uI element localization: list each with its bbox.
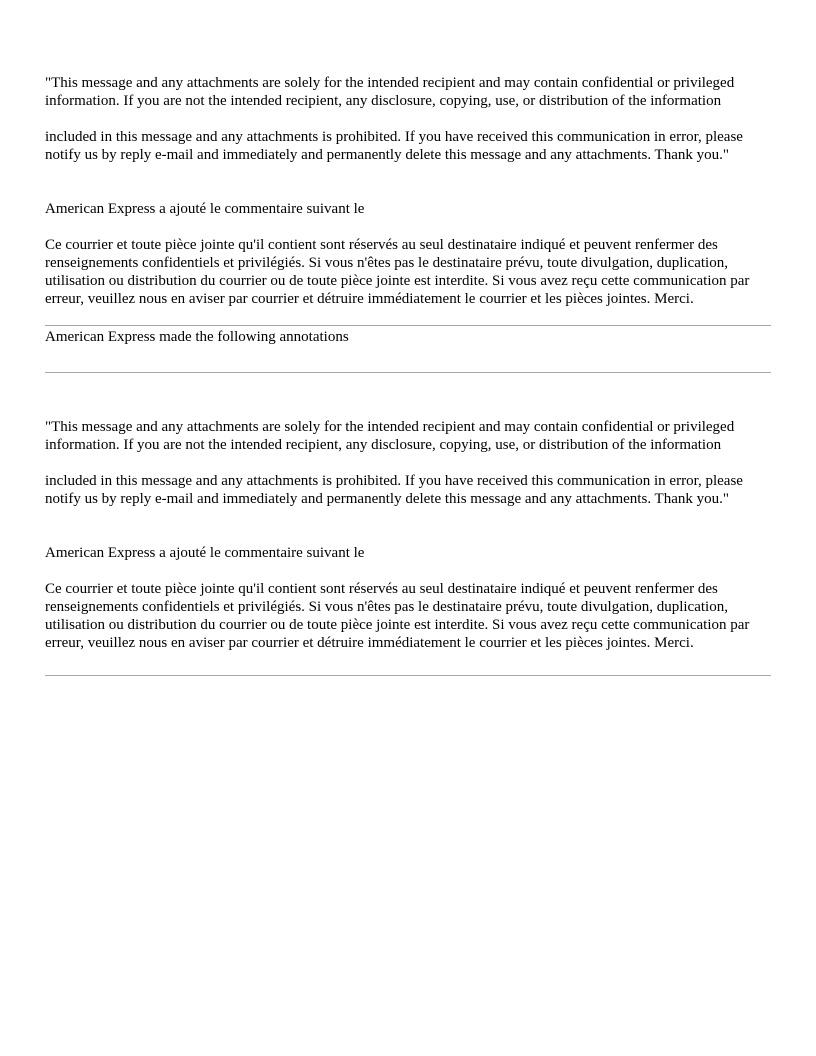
disclaimer-block-2 [45,418,771,652]
divider-rule [45,675,771,676]
email-disclaimer-page [45,0,771,676]
english-disclaimer-part-1: "This message and any attachments are solely for the intended recipient and may contain confidential or privileged information. If you are not the intended recipient, any disclosure, copying, use, or distribution of the information [45,75,735,109]
annotations-heading: American Express made the following annotations [45,329,349,345]
english-disclaimer-part-2: included in this message and any attachments is prohibited. If you have received this communication in error, please notify us by reply e-mail and immediately and permanently delete this message and any attachments. Thank you." [45,473,743,507]
french-disclaimer-heading: American Express a ajouté le commentaire suivant le [45,545,365,561]
english-disclaimer-part-2: included in this message and any attachments is prohibited. If you have received this communication in error, please notify us by reply e-mail and immediately and permanently delete this message and any attachments. Thank you." [45,129,743,163]
french-disclaimer-body: Ce courrier et toute pièce jointe qu'il contient sont réservés au seul destinataire indiqué et peuvent renfermer des renseignements confidentiels et privilégiés. Si vous n'êtes pas le destinataire prévu, toute divulgation, duplication, utilisation ou distribution du courrier ou de toute pièce jointe est interdite. Si vous avez reçu cette communication par erreur, veuillez nous en aviser par courrier et détruire immédiatement le courrier et les pièces jointes. Merci. [45,237,750,307]
english-disclaimer-part-1: "This message and any attachments are solely for the intended recipient and may contain confidential or privileged information. If you are not the intended recipient, any disclosure, copying, use, or distribution of the information [45,419,735,453]
french-disclaimer-heading: American Express a ajouté le commentaire suivant le [45,201,365,217]
disclaimer-block-1 [45,74,771,308]
french-disclaimer-body: Ce courrier et toute pièce jointe qu'il contient sont réservés au seul destinataire indiqué et peuvent renfermer des renseignements confidentiels et privilégiés. Si vous n'êtes pas le destinataire prévu, toute divulgation, duplication, utilisation ou distribution du courrier ou de toute pièce jointe est interdite. Si vous avez reçu cette communication par erreur, veuillez nous en aviser par courrier et détruire immédiatement le courrier et les pièces jointes. Merci. [45,581,750,651]
divider-rule [45,325,771,326]
